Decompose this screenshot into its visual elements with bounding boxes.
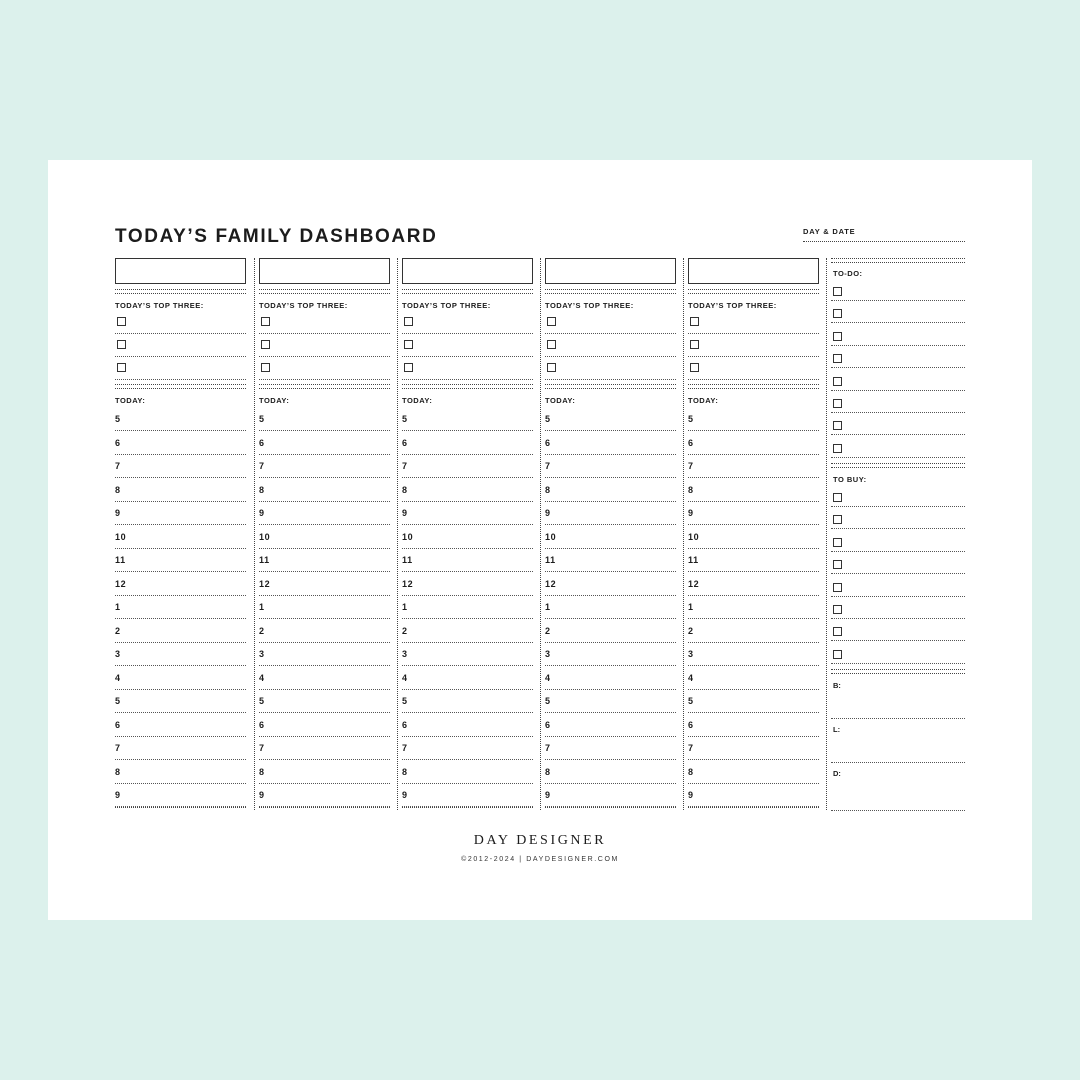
checkbox[interactable] (833, 399, 842, 408)
hour-row[interactable] (259, 766, 390, 784)
name-field[interactable] (402, 258, 533, 284)
hour-row[interactable] (688, 437, 819, 455)
hour-row[interactable] (259, 672, 390, 690)
hour-label: 8 (115, 766, 121, 777)
meal-label: L: (833, 725, 841, 734)
hour-row[interactable] (545, 789, 676, 807)
divider (545, 289, 676, 294)
hour-label: 2 (402, 625, 408, 636)
top-three-item[interactable] (115, 338, 246, 357)
hour-row[interactable] (259, 413, 390, 431)
divider (831, 463, 965, 468)
hour-label: 3 (259, 649, 265, 659)
checkbox[interactable] (117, 363, 126, 372)
name-field[interactable] (115, 258, 246, 284)
page-title: TODAY’S FAMILY DASHBOARD (115, 226, 438, 247)
hour-row[interactable] (115, 648, 246, 666)
checkbox[interactable] (833, 650, 842, 659)
checkbox[interactable] (690, 317, 699, 326)
hour-label: 5 (259, 696, 265, 706)
hour-row[interactable] (115, 554, 246, 572)
hour-row[interactable] (402, 554, 533, 572)
divider (545, 807, 676, 808)
divider (259, 384, 390, 389)
hour-label: 12 (402, 578, 414, 589)
hour-row[interactable] (688, 601, 819, 619)
top-three-item[interactable] (688, 361, 819, 380)
hour-row[interactable] (259, 625, 390, 643)
checkbox[interactable] (833, 287, 842, 296)
hour-row[interactable] (259, 695, 390, 713)
hour-label: 2 (545, 625, 551, 636)
hour-label: 4 (115, 672, 121, 683)
hour-label: 5 (545, 696, 551, 706)
checkbox[interactable] (261, 317, 270, 326)
hour-row[interactable] (545, 648, 676, 666)
hour-label: 10 (259, 531, 271, 542)
checkbox[interactable] (404, 340, 413, 349)
hour-label: 2 (259, 625, 265, 636)
divider (115, 807, 246, 808)
hour-row[interactable] (688, 625, 819, 643)
checkbox[interactable] (833, 515, 842, 524)
hour-row[interactable] (259, 531, 390, 549)
hour-row[interactable] (115, 484, 246, 502)
hour-row[interactable] (688, 578, 819, 596)
hour-label: 9 (402, 508, 408, 518)
column-separator (826, 258, 827, 810)
hour-row[interactable] (259, 648, 390, 666)
divider (115, 384, 246, 389)
hour-row[interactable] (402, 648, 533, 666)
hour-label: 9 (688, 790, 694, 800)
checkbox[interactable] (547, 363, 556, 372)
todo-item[interactable] (831, 440, 965, 458)
hour-label: 4 (545, 672, 551, 683)
tobuy-item[interactable] (831, 646, 965, 664)
hour-label: 6 (259, 719, 265, 730)
hour-label: 6 (545, 437, 551, 448)
hour-label: 6 (402, 719, 408, 730)
todo-item[interactable] (831, 305, 965, 323)
hour-row[interactable] (545, 437, 676, 455)
divider (115, 289, 246, 294)
todo-item[interactable] (831, 350, 965, 368)
hour-row[interactable] (545, 507, 676, 525)
hour-label: 5 (402, 414, 408, 424)
hour-row[interactable] (402, 695, 533, 713)
top-three-label: TODAY’S TOP THREE: (402, 301, 491, 310)
divider (688, 289, 819, 294)
hour-row[interactable] (688, 742, 819, 760)
hour-label: 8 (545, 484, 551, 495)
checkbox[interactable] (690, 340, 699, 349)
hour-row[interactable] (259, 578, 390, 596)
hour-label: 1 (402, 602, 408, 612)
hour-row[interactable] (402, 742, 533, 760)
tobuy-item[interactable] (831, 534, 965, 552)
today-label: TODAY: (259, 396, 290, 405)
tobuy-item[interactable] (831, 511, 965, 529)
day-column (545, 258, 676, 810)
column-separator (683, 258, 684, 810)
hour-label: 9 (115, 790, 121, 800)
hour-row[interactable] (545, 413, 676, 431)
meal-field[interactable] (831, 765, 965, 811)
checkbox[interactable] (833, 493, 842, 502)
top-three-label: TODAY’S TOP THREE: (259, 301, 348, 310)
checkbox[interactable] (833, 377, 842, 386)
hour-label: 1 (545, 602, 551, 612)
top-three-item[interactable] (402, 338, 533, 357)
hour-row[interactable] (402, 437, 533, 455)
checkbox[interactable] (833, 583, 842, 592)
hour-row[interactable] (402, 789, 533, 807)
hour-label: 5 (115, 414, 121, 424)
hour-label: 9 (545, 790, 551, 800)
top-three-label: TODAY’S TOP THREE: (115, 301, 204, 310)
hour-row[interactable] (115, 742, 246, 760)
meal-label: B: (833, 681, 841, 690)
hour-label: 7 (545, 461, 551, 471)
hour-label: 4 (688, 672, 694, 683)
hour-label: 7 (115, 461, 121, 471)
planner-sheet (48, 160, 1032, 920)
hour-row[interactable] (545, 460, 676, 478)
hour-label: 6 (402, 437, 408, 448)
hour-row[interactable] (545, 554, 676, 572)
hour-label: 7 (115, 743, 121, 753)
hour-row[interactable] (115, 460, 246, 478)
todo-item[interactable] (831, 328, 965, 346)
hour-row[interactable] (402, 719, 533, 737)
name-field[interactable] (259, 258, 390, 284)
hour-label: 5 (688, 414, 694, 424)
tobuy-item[interactable] (831, 601, 965, 619)
hour-label: 8 (115, 484, 121, 495)
hour-row[interactable] (688, 484, 819, 502)
brand-logo: DAY DESIGNER (473, 833, 607, 848)
top-three-item[interactable] (115, 361, 246, 380)
top-three-item[interactable] (402, 315, 533, 334)
hour-row[interactable] (688, 413, 819, 431)
top-three-label: TODAY’S TOP THREE: (545, 301, 634, 310)
hour-label: 8 (402, 766, 408, 777)
tobuy-label: TO BUY: (833, 475, 867, 484)
divider (259, 289, 390, 294)
column-separator (397, 258, 398, 810)
tobuy-item[interactable] (831, 556, 965, 574)
checkbox[interactable] (547, 340, 556, 349)
hour-row[interactable] (259, 484, 390, 502)
hour-label: 6 (688, 719, 694, 730)
name-field[interactable] (545, 258, 676, 284)
day-column (402, 258, 533, 810)
checkbox[interactable] (404, 317, 413, 326)
checkbox[interactable] (833, 560, 842, 569)
hour-row[interactable] (402, 625, 533, 643)
hour-label: 4 (259, 672, 265, 683)
meal-label: D: (833, 769, 841, 778)
divider (688, 384, 819, 389)
hour-label: 10 (545, 531, 557, 542)
hour-row[interactable] (402, 484, 533, 502)
hour-row[interactable] (402, 507, 533, 525)
hour-row[interactable] (259, 601, 390, 619)
hour-label: 7 (688, 461, 694, 471)
hour-row[interactable] (259, 437, 390, 455)
hour-label: 9 (259, 508, 265, 518)
hour-label: 6 (259, 437, 265, 448)
meal-field[interactable] (831, 677, 965, 719)
checkbox[interactable] (833, 538, 842, 547)
hour-row[interactable] (115, 413, 246, 431)
hour-label: 6 (545, 719, 551, 730)
hour-label: 10 (115, 531, 127, 542)
tobuy-item[interactable] (831, 579, 965, 597)
hour-label: 6 (688, 437, 694, 448)
top-three-item[interactable] (545, 361, 676, 380)
hour-row[interactable] (259, 554, 390, 572)
top-three-item[interactable] (545, 338, 676, 357)
divider (831, 669, 965, 674)
top-three-label: TODAY’S TOP THREE: (688, 301, 777, 310)
hour-label: 1 (115, 602, 121, 612)
hour-label: 3 (688, 649, 694, 659)
column-separator (540, 258, 541, 810)
checkbox[interactable] (833, 444, 842, 453)
hour-label: 8 (688, 484, 694, 495)
copyright: ©2012-2024 | DAYDESIGNER.COM (461, 856, 619, 863)
hour-label: 8 (259, 766, 265, 777)
hour-row[interactable] (545, 531, 676, 549)
hour-row[interactable] (115, 766, 246, 784)
hour-label: 8 (259, 484, 265, 495)
hour-row[interactable] (115, 601, 246, 619)
top-three-item[interactable] (688, 315, 819, 334)
hour-label: 7 (402, 461, 408, 471)
hour-row[interactable] (545, 695, 676, 713)
top-three-item[interactable] (259, 361, 390, 380)
day-column (259, 258, 390, 810)
hour-row[interactable] (545, 672, 676, 690)
hour-row[interactable] (545, 625, 676, 643)
hour-row[interactable] (402, 766, 533, 784)
hour-label: 12 (688, 578, 700, 589)
checkbox[interactable] (833, 354, 842, 363)
hour-row[interactable] (115, 719, 246, 737)
name-field[interactable] (688, 258, 819, 284)
day-column (688, 258, 819, 810)
checkbox[interactable] (117, 340, 126, 349)
checkbox[interactable] (404, 363, 413, 372)
checkbox[interactable] (547, 317, 556, 326)
top-three-item[interactable] (259, 338, 390, 357)
hour-row[interactable] (115, 507, 246, 525)
todo-item[interactable] (831, 373, 965, 391)
hour-row[interactable] (259, 460, 390, 478)
todo-item[interactable] (831, 283, 965, 301)
today-label: TODAY: (688, 396, 719, 405)
hour-label: 11 (115, 555, 126, 565)
hour-label: 6 (115, 719, 121, 730)
top-three-item[interactable] (402, 361, 533, 380)
hour-label: 4 (402, 672, 408, 683)
day-column (115, 258, 246, 810)
divider (259, 807, 390, 808)
hour-row[interactable] (402, 413, 533, 431)
divider (831, 258, 965, 263)
todo-item[interactable] (831, 417, 965, 435)
hour-row[interactable] (115, 672, 246, 690)
hour-label: 7 (545, 743, 551, 753)
hour-row[interactable] (259, 789, 390, 807)
hour-label: 8 (688, 766, 694, 777)
hour-row[interactable] (688, 789, 819, 807)
hour-label: 9 (259, 790, 265, 800)
today-label: TODAY: (402, 396, 433, 405)
checkbox[interactable] (261, 340, 270, 349)
divider (402, 807, 533, 808)
hour-label: 9 (402, 790, 408, 800)
hour-label: 5 (545, 414, 551, 424)
hour-label: 2 (115, 625, 121, 636)
divider (545, 384, 676, 389)
hour-row[interactable] (545, 484, 676, 502)
todo-item[interactable] (831, 395, 965, 413)
hour-label: 7 (402, 743, 408, 753)
hour-row[interactable] (688, 648, 819, 666)
hour-row[interactable] (402, 672, 533, 690)
meal-field[interactable] (831, 721, 965, 763)
hour-label: 3 (545, 649, 551, 659)
hour-row[interactable] (688, 531, 819, 549)
hour-row[interactable] (402, 531, 533, 549)
hour-label: 5 (402, 696, 408, 706)
hour-label: 10 (402, 531, 414, 542)
hour-row[interactable] (259, 719, 390, 737)
hour-label: 2 (688, 625, 694, 636)
hour-row[interactable] (402, 460, 533, 478)
hour-label: 8 (545, 766, 551, 777)
hour-row[interactable] (545, 766, 676, 784)
hour-label: 12 (115, 578, 127, 589)
hour-label: 9 (545, 508, 551, 518)
hour-row[interactable] (402, 601, 533, 619)
hour-label: 7 (259, 743, 265, 753)
hour-row[interactable] (545, 719, 676, 737)
hour-label: 10 (688, 531, 700, 542)
hour-label: 5 (688, 696, 694, 706)
hour-row[interactable] (259, 507, 390, 525)
hour-row[interactable] (259, 742, 390, 760)
hour-row[interactable] (115, 789, 246, 807)
hour-row[interactable] (115, 531, 246, 549)
hour-label: 7 (259, 461, 265, 471)
checkbox[interactable] (833, 605, 842, 614)
checkbox[interactable] (833, 421, 842, 430)
hour-label: 11 (402, 555, 413, 565)
hour-label: 7 (688, 743, 694, 753)
hour-row[interactable] (115, 695, 246, 713)
hour-row[interactable] (688, 554, 819, 572)
checkbox[interactable] (833, 332, 842, 341)
divider (402, 384, 533, 389)
checkbox[interactable] (261, 363, 270, 372)
today-label: TODAY: (115, 396, 146, 405)
hour-label: 5 (115, 696, 121, 706)
todo-label: TO-DO: (833, 269, 863, 278)
hour-label: 1 (259, 602, 265, 612)
hour-row[interactable] (688, 766, 819, 784)
checkbox[interactable] (833, 309, 842, 318)
hour-row[interactable] (688, 695, 819, 713)
hour-row[interactable] (115, 578, 246, 596)
hour-row[interactable] (545, 578, 676, 596)
hour-row[interactable] (545, 601, 676, 619)
hour-row[interactable] (688, 672, 819, 690)
hour-row[interactable] (402, 578, 533, 596)
side-panel (831, 258, 965, 810)
checkbox[interactable] (690, 363, 699, 372)
hour-label: 9 (115, 508, 121, 518)
hour-label: 9 (688, 508, 694, 518)
hour-row[interactable] (688, 460, 819, 478)
hour-label: 11 (545, 555, 556, 565)
hour-row[interactable] (688, 507, 819, 525)
tobuy-item[interactable] (831, 489, 965, 507)
hour-label: 5 (259, 414, 265, 424)
top-three-item[interactable] (115, 315, 246, 334)
day-date-field[interactable]: DAY & DATE (803, 227, 965, 242)
hour-label: 11 (688, 555, 699, 565)
hour-label: 6 (115, 437, 121, 448)
top-three-item[interactable] (545, 315, 676, 334)
hour-label: 8 (402, 484, 408, 495)
hour-label: 11 (259, 555, 270, 565)
checkbox[interactable] (833, 627, 842, 636)
hour-label: 1 (688, 602, 694, 612)
divider (688, 807, 819, 808)
hour-label: 3 (402, 649, 408, 659)
top-three-item[interactable] (688, 338, 819, 357)
divider (402, 289, 533, 294)
hour-label: 3 (115, 649, 121, 659)
tobuy-item[interactable] (831, 623, 965, 641)
top-three-item[interactable] (259, 315, 390, 334)
hour-label: 12 (259, 578, 271, 589)
hour-row[interactable] (115, 625, 246, 643)
column-separator (254, 258, 255, 810)
hour-row[interactable] (688, 719, 819, 737)
hour-row[interactable] (115, 437, 246, 455)
checkbox[interactable] (117, 317, 126, 326)
today-label: TODAY: (545, 396, 576, 405)
hour-label: 12 (545, 578, 557, 589)
hour-row[interactable] (545, 742, 676, 760)
